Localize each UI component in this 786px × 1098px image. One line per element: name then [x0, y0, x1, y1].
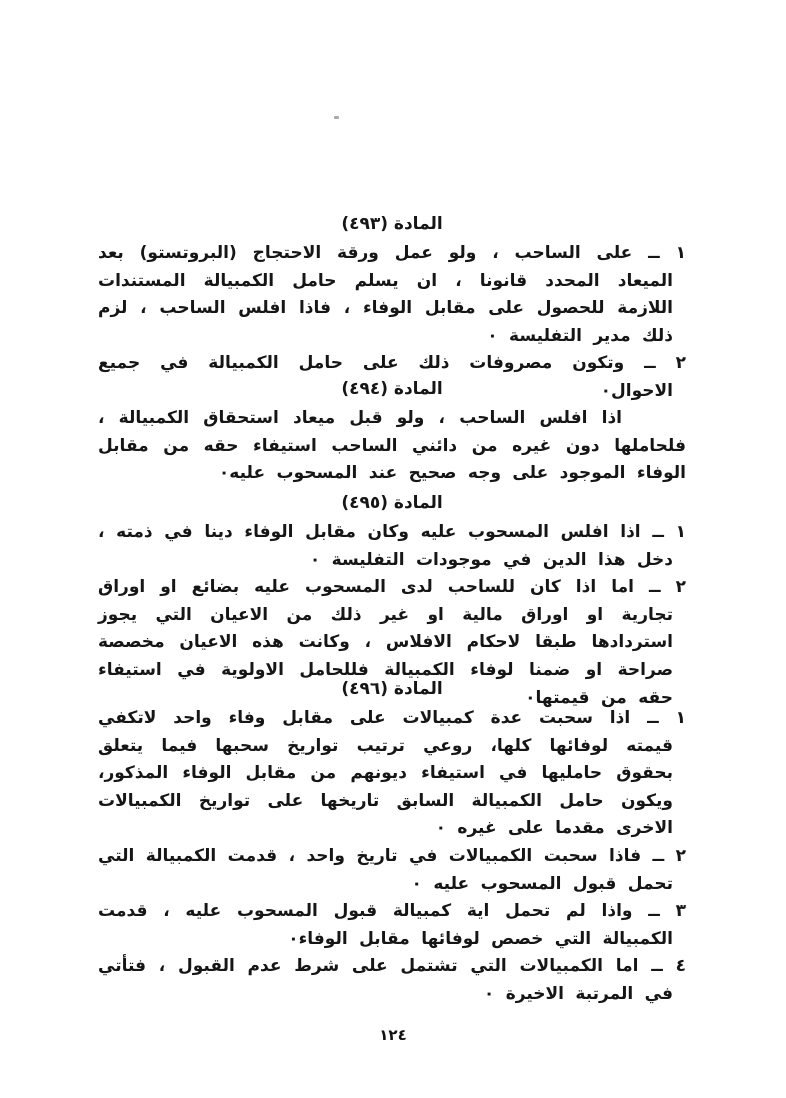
- clause-number: ٢ ــ: [652, 845, 686, 866]
- article-title: المادة (٤٩٥): [341, 493, 443, 513]
- article-clause: [98, 705, 686, 843]
- article-clause: [98, 843, 686, 898]
- article-496: [98, 676, 686, 1009]
- article-clause: [98, 240, 686, 350]
- article-title: المادة (٤٩٤): [341, 379, 443, 399]
- clause-text: واذا لم تحمل اية كمبيالة قبول المسحوب عليه ، قدمت الكمبيالة التي خصص لوفائها مقابل الوفاء٠: [98, 901, 673, 949]
- article-clause: [98, 953, 686, 1008]
- clause-number: ٢ ــ: [648, 577, 687, 598]
- article-clause: [98, 898, 686, 953]
- clause-text: وتكون مصروفات ذلك على حامل الكمبيالة في جميع الاحوال٠: [98, 353, 673, 401]
- clause-text: اذا سحبت عدة كمبيالات على مقابل وفاء واحد لاتكفي قيمته لوفائها كلها، روعي ترتيب تواريخ سحبها فيما يتعلق بحقوق حامليها في استيفاء ديونهم من مقابل الوفاء المذكور، ويكون حامل الكمبيالة السابق تاريخها على تواريخ الكمبيالات الاخرى مقدما على غيره ٠: [98, 708, 673, 839]
- page-number: ١٢٤: [379, 1026, 407, 1044]
- article-paragraph: اذا افلس الساحب ، ولو قبل ميعاد استحقاق الكمبيالة ، فلحاملها دون غيره من دائني الساحب استيفاء حقه من مقابل الوفاء الموجود على وجه صحيح عند المسحوب عليه٠: [98, 408, 686, 484]
- clause-text: فاذا سحبت الكمبيالات في تاريخ واحد ، قدمت الكمبيالة التي تحمل قبول المسحوب عليه ٠: [98, 845, 673, 894]
- clause-number: ١ ــ: [648, 243, 686, 263]
- clause-number: ٤ ــ: [651, 956, 687, 977]
- clause-number: ١ ــ: [647, 708, 686, 728]
- clause-text: اذا افلس المسحوب عليه وكان مقابل الوفاء دينا في ذمته ، دخل هذا الدين في موجودات التفليسة ٠: [98, 522, 673, 570]
- scan-artifact: [334, 116, 339, 119]
- clause-text: اما اذا كان للساحب لدى المسحوب عليه بضائع او اوراق تجارية او اوراق مالية او غير ذلك من الاعيان التي يجوز استردادها طبقا لاحكام الافلاس ، وكانت هذه الاعيان مخصصة صراحة او ضمنا لوفاء الكمبيالة فللحامل الاولوية في استيفاء حقه من قيمتها٠: [98, 577, 673, 708]
- clause-number: ١ ــ: [652, 522, 687, 542]
- clause-number: ٢ ــ: [644, 353, 687, 374]
- article-title: المادة (٤٩٦): [341, 679, 443, 699]
- clause-text: على الساحب ، ولو عمل ورقة الاحتجاج (البروتستو) بعد الميعاد المحدد قانونا ، ان يسلم حامل الكمبيالة المستندات اللازمة للحصول على مقابل الوفاء ، فاذا افلس الساحب ، لزم ذلك مدير التفليسة ٠: [98, 243, 673, 346]
- article-title: المادة (٤٩٣): [341, 214, 443, 234]
- clause-number: ٣ ــ: [648, 901, 686, 922]
- clause-text: اما الكمبيالات التي تشتمل على شرط عدم القبول ، فتأتي في المرتبة الاخيرة ٠: [98, 956, 673, 1004]
- article-494: [98, 376, 686, 488]
- article-clause: [98, 519, 686, 574]
